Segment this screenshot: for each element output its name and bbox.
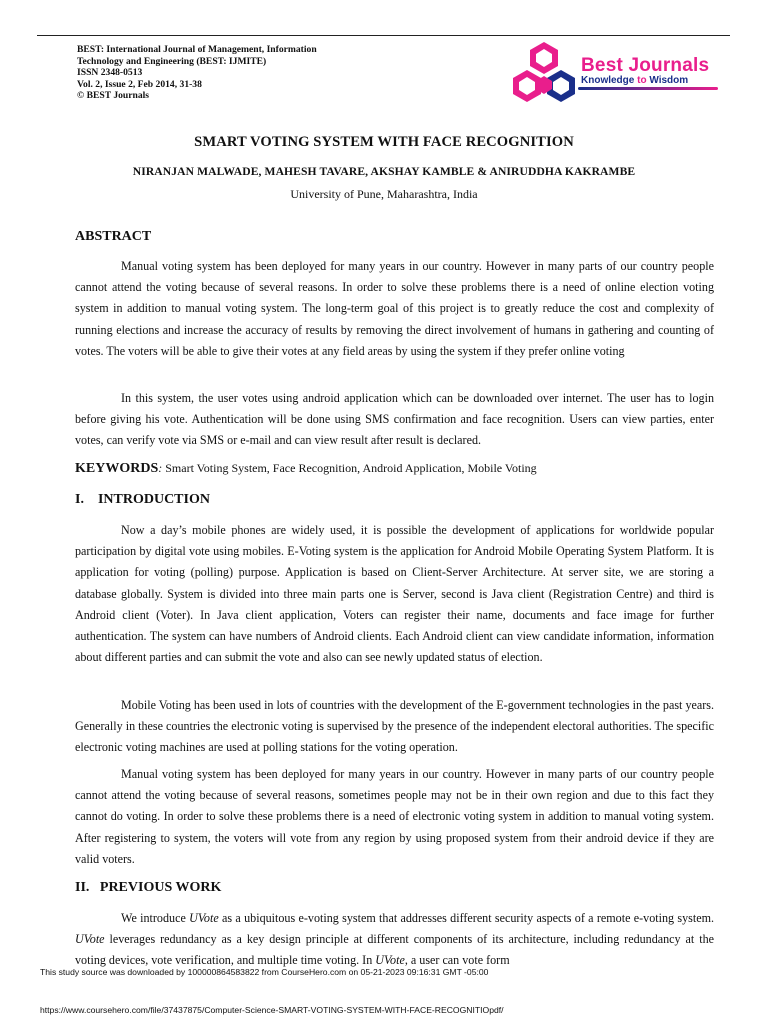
- paper-affiliation: University of Pune, Maharashtra, India: [290, 187, 478, 201]
- abstract-paragraph-1: Manual voting system has been deployed for many years in our country. However in many parts of our country people cannot attend the voting because of several reasons. In order to solve these problems there is a need of online election voting system in addition to manual voting system. The long-term goal of this project is to greatly reduce the cost and complexity of running elections and increase the accuracy of results by removing the direct involvement of humans in gathering and counting of votes. The voters will be able to give their votes at any field areas by using the system if they prefer online voting: [75, 259, 714, 358]
- paper-title: SMART VOTING SYSTEM WITH FACE RECOGNITION: [194, 134, 574, 150]
- previous-work-paragraph: We introduce UVote as a ubiquitous e-voting system that addresses different security aspects of a remote e-voting system. UVote leverages redundancy as a key design principle at different components of its architecture, including redundancy at the voting devices, vote verification, and multiple time voting. In UVote, a user can vote form: [75, 911, 715, 968]
- journal-name-line1: BEST: International Journal of Management, Information: [77, 44, 317, 55]
- header-rule: [37, 35, 730, 36]
- journal-issn: ISSN 2348-0513: [77, 67, 143, 79]
- introduction-heading: I. INTRODUCTION: [75, 492, 210, 507]
- journal-copyright: © BEST Journals: [77, 90, 150, 102]
- previous-work-heading: II. PREVIOUS WORK: [75, 880, 222, 895]
- keywords-line: KEYWORDS: Smart Voting System, Face Recognition, Android Application, Mobile Voting: [75, 461, 537, 476]
- abstract-heading: ABSTRACT: [75, 229, 152, 244]
- download-source-note: This study source was downloaded by 100000864583822 from CourseHero.com on 05-21-2023 09:16:31 GMT -05:00: [40, 967, 489, 977]
- abstract-paragraph-2: In this system, the user votes using android application which can be downloaded over internet. The user has to login before giving his vote. Authentication will be done using SMS confirmation and face recognition. Users can view parties, enter votes, can verify vote via SMS or e-mail and can view result after result is declared.: [75, 391, 714, 448]
- keywords-text: Smart Voting System, Face Recognition, Android Application, Mobile Voting: [162, 461, 537, 475]
- journal-volume: Vol. 2, Issue 2, Feb 2014, 31-38: [77, 78, 202, 90]
- journal-name-line2: Technology and Engineering (BEST: IJMITE): [77, 55, 267, 67]
- source-url[interactable]: https://www.coursehero.com/file/37437875/Computer-Science-SMART-VOTING-SYSTEM-WITH-FACE-RECOGNITIOpdf/: [40, 1005, 504, 1015]
- introduction-paragraph-1: Now a day’s mobile phones are widely used, it is possible the development of applications for worldwide popular participation by digital vote using mobiles. E-Voting system is the application for Android Mobile Operating System Platform. It is application for voting (polling) purpose. Application is based on Client-Server Architecture. At server site, we are storing a database globally. System is divided into three main parts one is Server, second is Java client (Registration Centre) and third is Android client (Voter). In Java client application, Voters can register their name, documents and face image for further authentication. The system can have numbers of Android clients. Each Android client can view candidate information, information about different parties and can submit the vote and also can see newly updated status of election.: [75, 523, 714, 665]
- logo-title: Best Journals: [581, 55, 710, 76]
- journal-info: [77, 44, 377, 102]
- keywords-label: KEYWORDS: [75, 461, 159, 476]
- logo-swoosh: [578, 87, 718, 90]
- introduction-paragraph-3: Manual voting system has been deployed for many years in our country. However in many parts of our country people cannot attend the voting because of several reasons, sometimes people may not be in their own region and due to this fact they cannot do voting. In order to solve these problems there is a need of electronic voting system in addition to manual voting system. After registering to system, the voters will vote from any region by using proposed system from their android device if they are valid voters.: [75, 767, 714, 866]
- logo-tagline: Knowledge to Wisdom: [581, 75, 689, 86]
- best-journals-logo: [508, 40, 723, 110]
- hexagon-cluster-icon: [508, 40, 580, 110]
- paper-authors: NIRANJAN MALWADE, MAHESH TAVARE, AKSHAY KAMBLE & ANIRUDDHA KAKRAMBE: [132, 165, 636, 178]
- introduction-paragraph-2: Mobile Voting has been used in lots of countries with the development of the E-government technologies in the past years. Generally in these countries the electronic voting is supervised by the presence of the independent electoral authorities. The specific electronic voting machines are used at polling stations for the voting operation.: [75, 698, 714, 755]
